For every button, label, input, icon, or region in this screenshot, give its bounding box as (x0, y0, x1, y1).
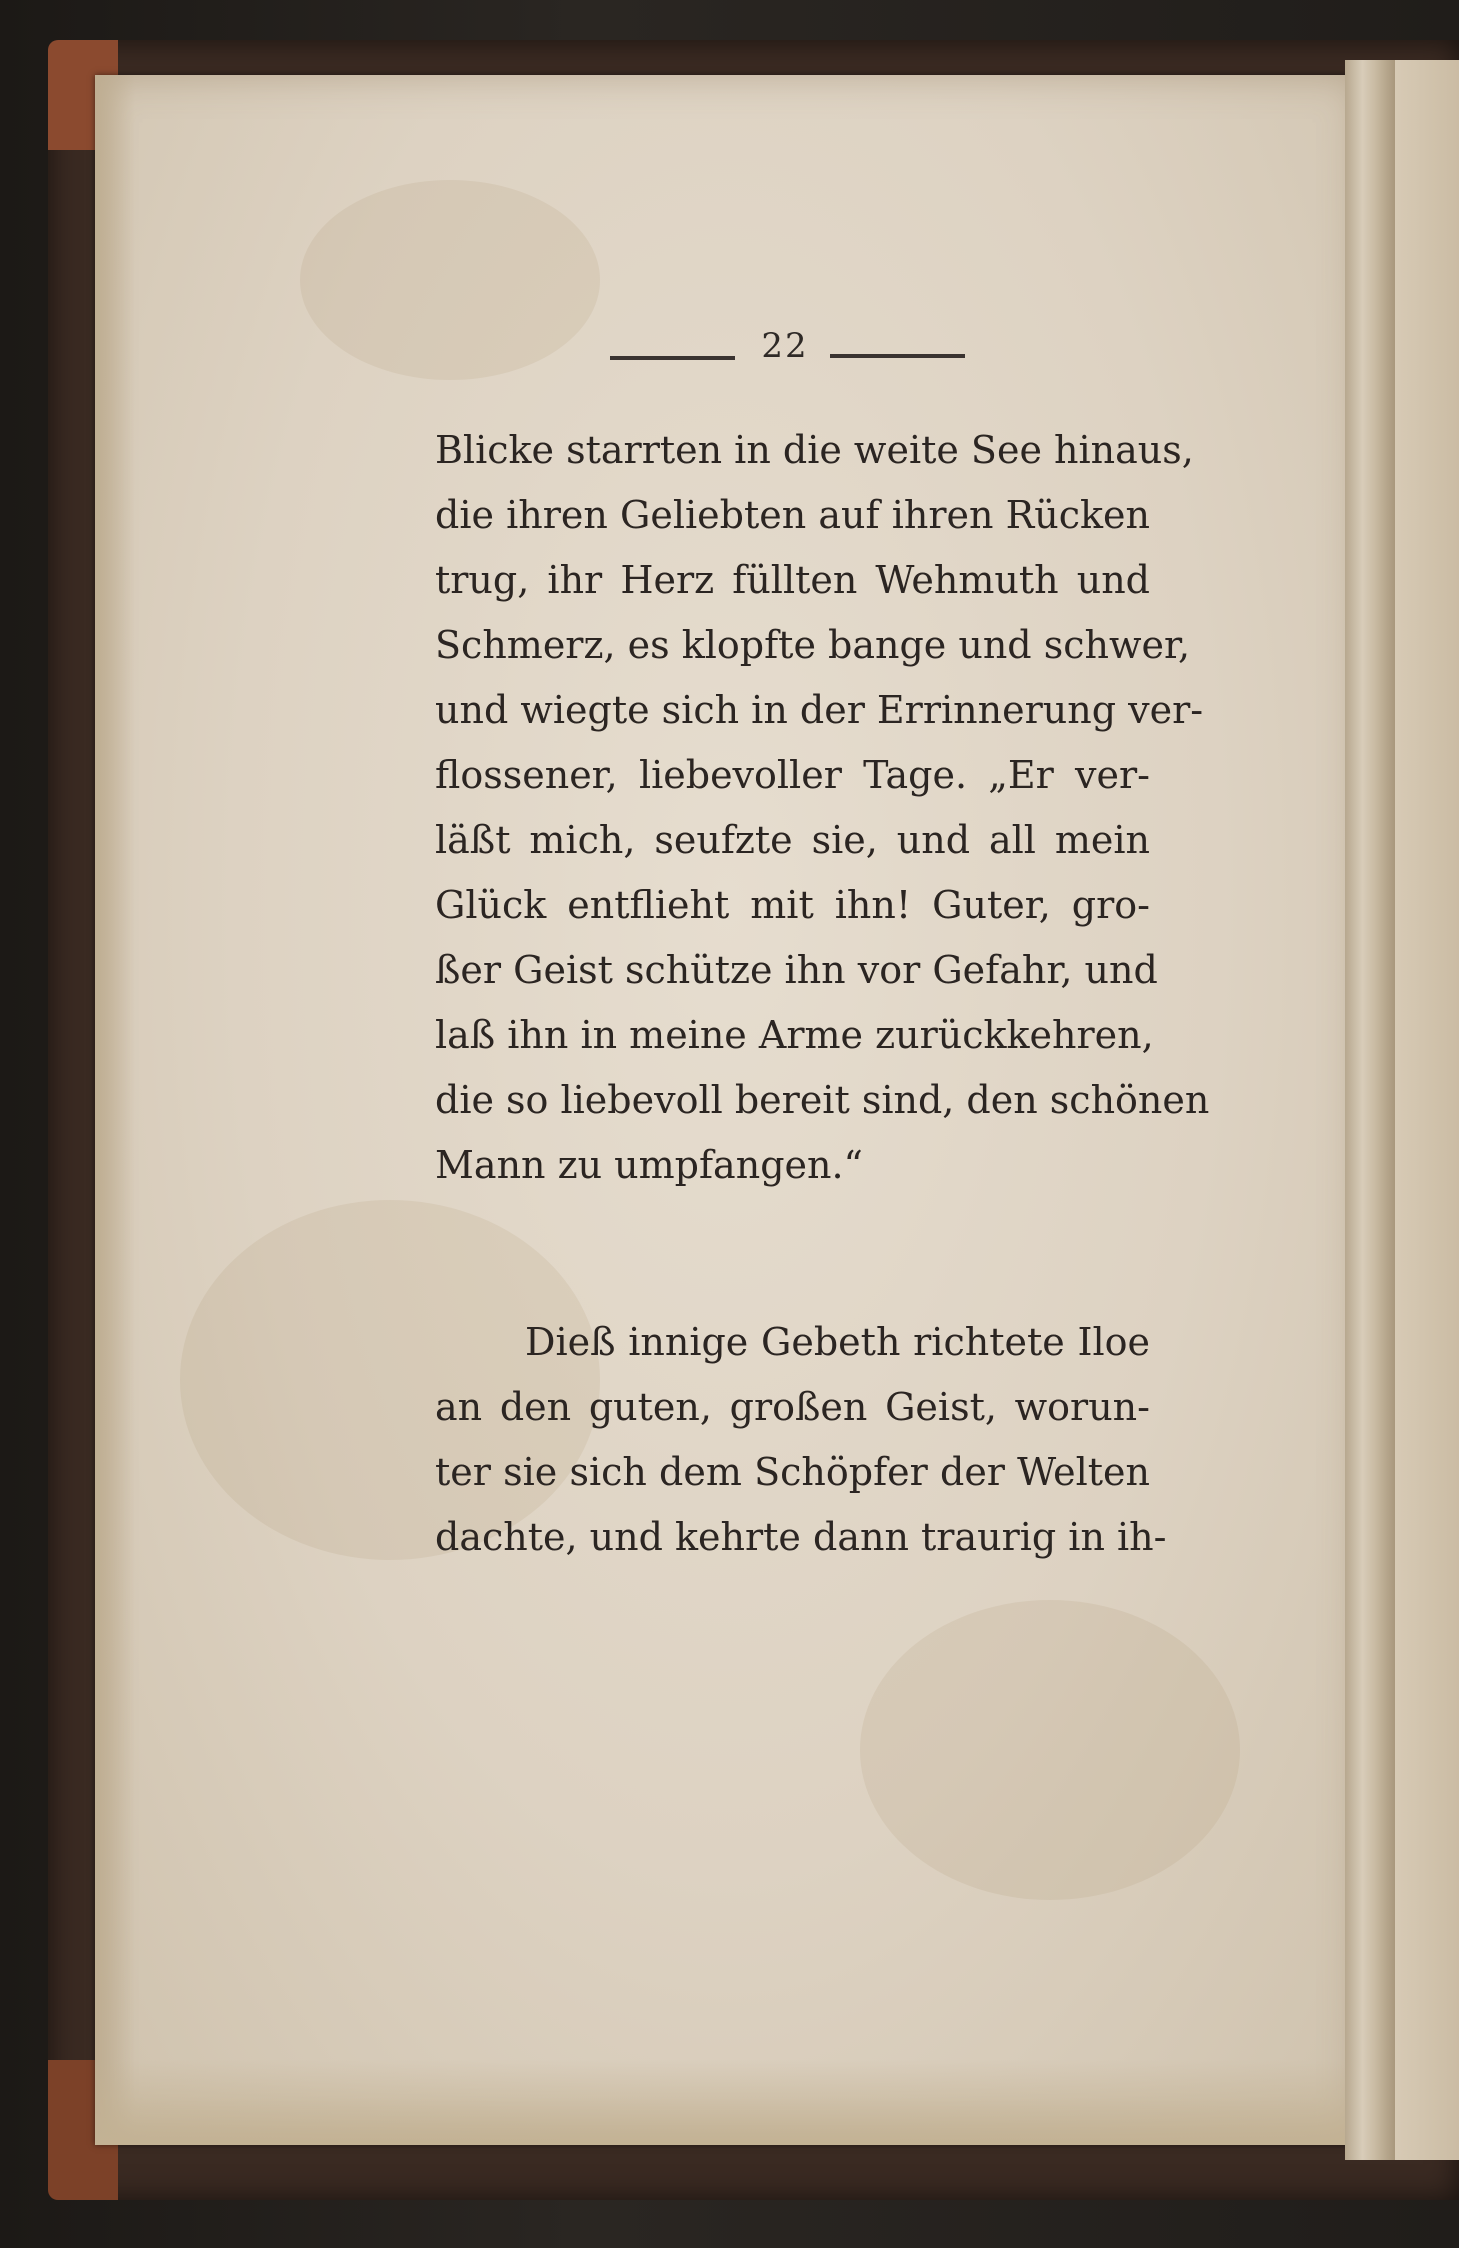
text-line: Schmerz, es klopfte bange und schwer, (435, 623, 1191, 667)
text-line: Glück entflieht mit ihn! Guter, gro- (435, 883, 1150, 927)
header-rule-left (610, 356, 735, 360)
page-edge-left (95, 75, 135, 2145)
text-line: Dieß innige Gebeth richtete Iloe (525, 1320, 1150, 1364)
text-line: flossener, liebevoller Tage. „Er ver- (435, 753, 1150, 797)
paper-stain (860, 1600, 1240, 1900)
text-line: die ihren Geliebten auf ihren Rücken (435, 493, 1150, 537)
text-line: Blicke starrten in die weite See hinaus, (435, 428, 1194, 472)
paragraph-2 (435, 1310, 1167, 1570)
text-line: trug, ihr Herz füllten Wehmuth und (435, 558, 1150, 602)
text-line: ßer Geist schütze ihn vor Gefahr, und (435, 948, 1158, 992)
paragraph-1 (435, 418, 1210, 1198)
text-line: und wiegte sich in der Errinnerung ver- (435, 688, 1204, 732)
text-line: dachte, und kehrte dann traurig in ih- (435, 1515, 1167, 1559)
header-rule-right (830, 354, 965, 358)
text-line: an den guten, großen Geist, worun- (435, 1385, 1150, 1429)
text-line: die so liebevoll bereit sind, den schönen (435, 1078, 1210, 1122)
paper-stain (300, 180, 600, 380)
text-line: läßt mich, seufzte sie, und all mein (435, 818, 1150, 862)
book-gutter (1345, 60, 1395, 2160)
text-line: ter sie sich dem Schöpfer der Welten (435, 1450, 1150, 1494)
facing-page-edge (1395, 60, 1459, 2160)
page-header (610, 318, 970, 378)
text-line: Mann zu umpfangen.“ (435, 1143, 863, 1187)
page-number: 22 (761, 326, 809, 366)
page-edge-bottom (95, 2060, 1360, 2145)
text-line: laß ihn in meine Arme zurückkehren, (435, 1013, 1154, 1057)
